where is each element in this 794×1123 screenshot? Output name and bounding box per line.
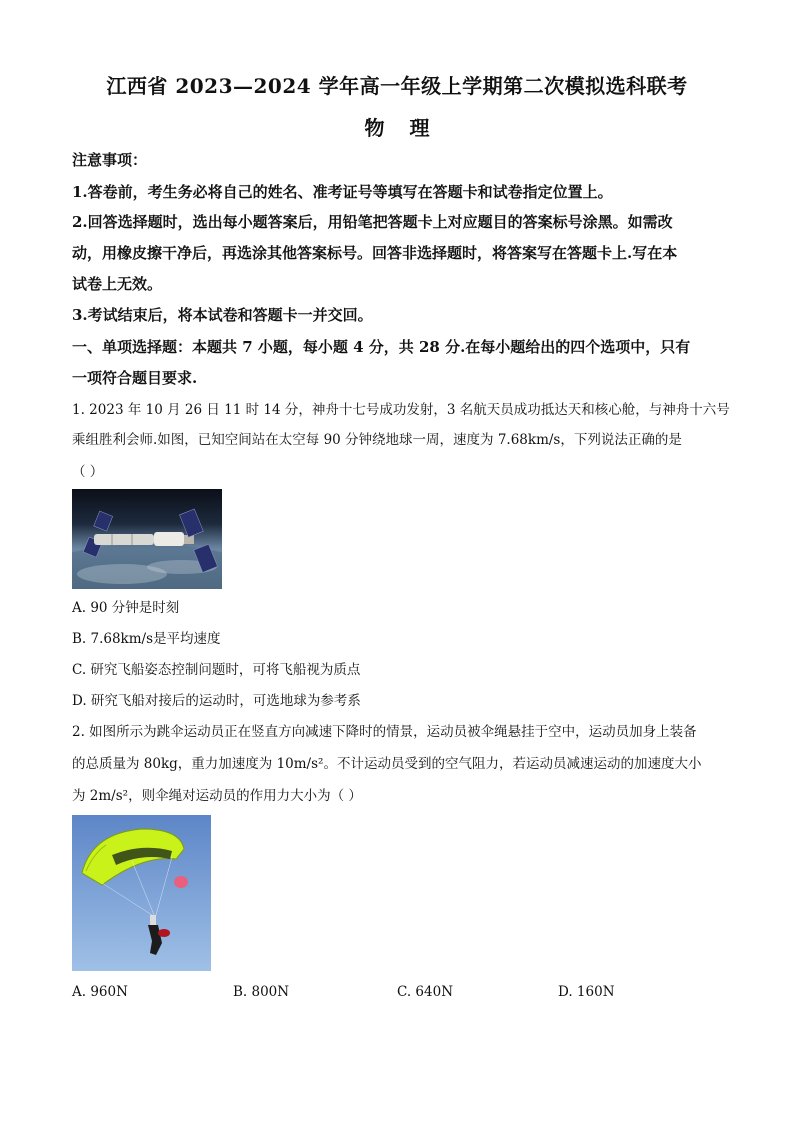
- q2-option-d: D. 160N: [558, 984, 615, 1000]
- exam-title: 江西省 2023—2024 学年高一年级上学期第二次模拟选科联考: [106, 74, 688, 98]
- q2-option-b: B. 800N: [233, 984, 290, 1000]
- q2-stem-line-2: 的总质量为 80kg，重力加速度为 10m/s²。不计运动员受到的空气阻力，若运动员减速运动的加速度大小: [72, 756, 702, 772]
- q2-stem-line-3: 为 2m/s²，则伞绳对运动员的作用力大小为（ ）: [72, 788, 362, 804]
- section-1-heading-line-1: 一、单项选择题：本题共 7 小题，每小题 4 分，共 28 分.在每小题给出的四个选项中，只有: [72, 338, 691, 356]
- notice-item-1: 1.答卷前，考生务必将自己的姓名、准考证号等填写在答题卡和试卷指定位置上。: [72, 183, 613, 201]
- space-station-image: [72, 489, 222, 589]
- q1-stem-line-3: （ ）: [72, 464, 104, 480]
- notice-heading: 注意事项：: [72, 151, 148, 169]
- section-1-heading-line-2: 一项符合题目要求.: [72, 369, 198, 387]
- parachute-image: [72, 815, 211, 971]
- q2-option-a: A. 960N: [72, 984, 128, 1000]
- q2-stem-line-1: 2. 如图所示为跳伞运动员正在竖直方向减速下降时的情景，运动员被伞绳悬挂于空中，运动员加身上装备: [72, 724, 697, 740]
- subject-heading: 物 理: [364, 116, 430, 140]
- q2-option-c: C. 640N: [397, 984, 454, 1000]
- notice-item-2-line-2: 动，用橡皮擦干净后，再选涂其他答案标号。回答非选择题时，将答案写在答题卡上.写在本: [72, 244, 678, 262]
- q1-option-b: B. 7.68km/s是平均速度: [72, 631, 221, 647]
- q1-option-d: D. 研究飞船对接后的运动时，可选地球为参考系: [72, 693, 361, 709]
- q1-option-c: C. 研究飞船姿态控制问题时，可将飞船视为质点: [72, 662, 361, 678]
- notice-item-2-line-1: 2.回答选择题时，选出每小题答案后，用铅笔把答题卡上对应题目的答案标号涂黑。如需改: [72, 213, 673, 231]
- q1-stem-line-2: 乘组胜利会师.如图，已知空间站在太空每 90 分钟绕地球一周，速度为 7.68km/s，下列说法正确的是: [72, 432, 682, 448]
- notice-item-3: 3.考试结束后，将本试卷和答题卡一并交回。: [72, 306, 373, 324]
- notice-item-2-line-3: 试卷上无效。: [72, 275, 163, 293]
- q1-option-a: A. 90 分钟是时刻: [72, 600, 180, 616]
- q1-stem-line-1: 1. 2023 年 10 月 26 日 11 时 14 分，神舟十七号成功发射，3 名航天员成功抵达天和核心舱，与神舟十六号: [72, 402, 730, 418]
